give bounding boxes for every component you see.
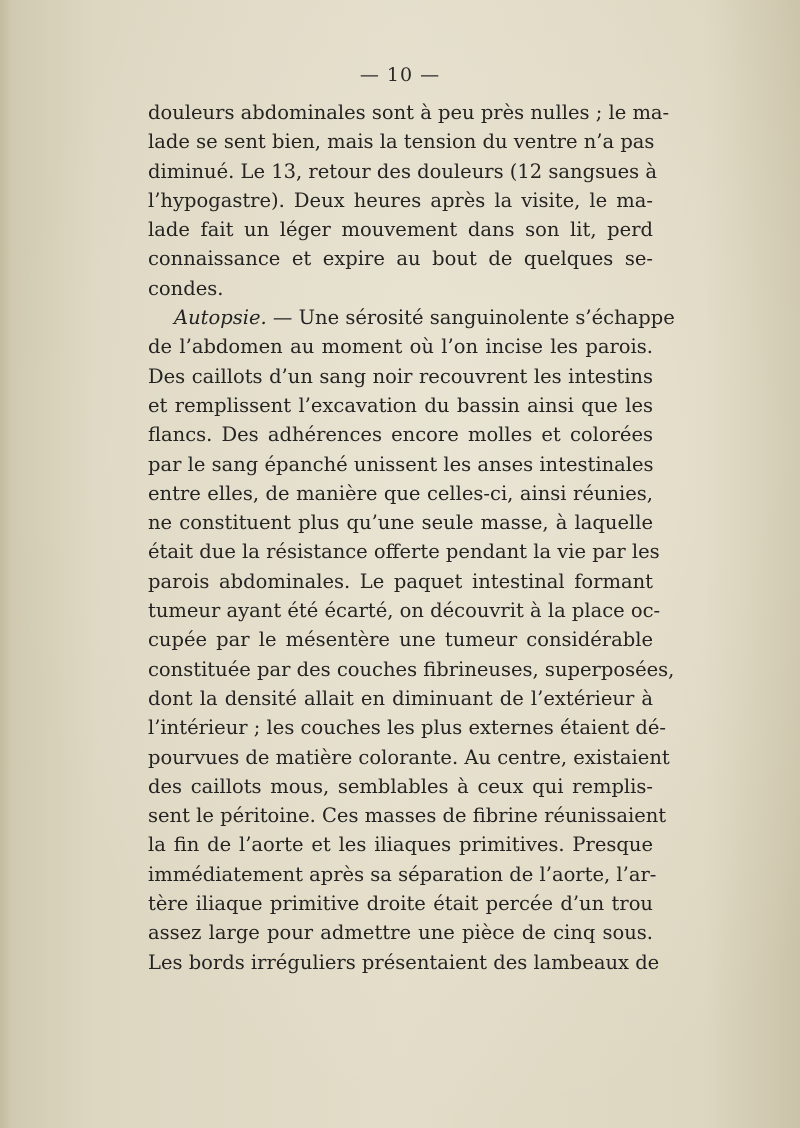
text-line: de l’abdomen au moment où l’on incise les parois. xyxy=(148,335,653,359)
paragraph-start-line xyxy=(148,303,675,332)
page-number: — 10 — xyxy=(359,64,441,86)
text-line: dont la densité allait en diminuant de l’extérieur à xyxy=(148,686,653,710)
text-line: pourvues de matière colorante. Au centre, existaient xyxy=(148,745,670,769)
text-line: la fin de l’aorte et les iliaques primitives. Presque xyxy=(148,833,653,857)
text-line: diminué. Le 13, retour des douleurs (12 sangsues à xyxy=(148,159,658,183)
page-edge-shadow xyxy=(0,0,12,1128)
text-line: immédiatement après sa séparation de l’aorte, l’ar- xyxy=(148,862,657,886)
text-line: et remplissent l’excavation du bassin ainsi que les xyxy=(148,393,653,417)
text-line: parois abdominales. Le paquet intestinal formant xyxy=(148,569,653,593)
text-line: tumeur ayant été écarté, on découvrit à la place oc- xyxy=(148,599,661,623)
text-line: ne constituent plus qu’une seule masse, à laquelle xyxy=(148,511,653,535)
text-line: l’intérieur ; les couches les plus externes étaient dé- xyxy=(148,716,666,740)
text-line: par le sang épanché unissent les anses intestinales xyxy=(148,452,654,476)
text-line: condes. xyxy=(148,276,224,300)
text-line: sent le péritoine. Ces masses de fibrine réunissaient xyxy=(148,804,667,828)
text-line: tère iliaque primitive droite était percée d’un trou xyxy=(148,892,653,916)
text-line: Des caillots d’un sang noir recouvrent les intestins xyxy=(148,364,653,388)
text-line: lade se sent bien, mais la tension du ventre n’a pas xyxy=(148,130,655,154)
text-line: cupée par le mésentère une tumeur considérable xyxy=(148,628,653,652)
text-line: Les bords irréguliers présentaient des lambeaux de xyxy=(148,950,660,974)
text-line: constituée par des couches fibrineuses, superposées, xyxy=(148,657,675,681)
text-line: assez large pour admettre une pièce de cinq sous. xyxy=(148,921,653,945)
text-line-rest: — Une sérosité sanguinolente s’échappe xyxy=(266,306,675,330)
text-line: l’hypogastre). Deux heures après la visite, le ma- xyxy=(148,188,653,212)
body-text xyxy=(148,98,675,977)
text-line: douleurs abdominales sont à peu près nulles ; le ma- xyxy=(148,101,670,124)
text-line: connaissance et expire au bout de quelques se- xyxy=(148,247,653,271)
text-line: entre elles, de manière que celles-ci, ainsi réunies, xyxy=(148,481,653,505)
text-line: lade fait un léger mouvement dans son lit, perd xyxy=(148,218,653,242)
section-heading-autopsie: Autopsie. xyxy=(174,306,267,330)
text-line: était due la résistance offerte pendant la vie par les xyxy=(148,540,660,564)
text-line: des caillots mous, semblables à ceux qui remplis- xyxy=(148,774,653,798)
text-line: flancs. Des adhérences encore molles et colorées xyxy=(148,423,653,447)
